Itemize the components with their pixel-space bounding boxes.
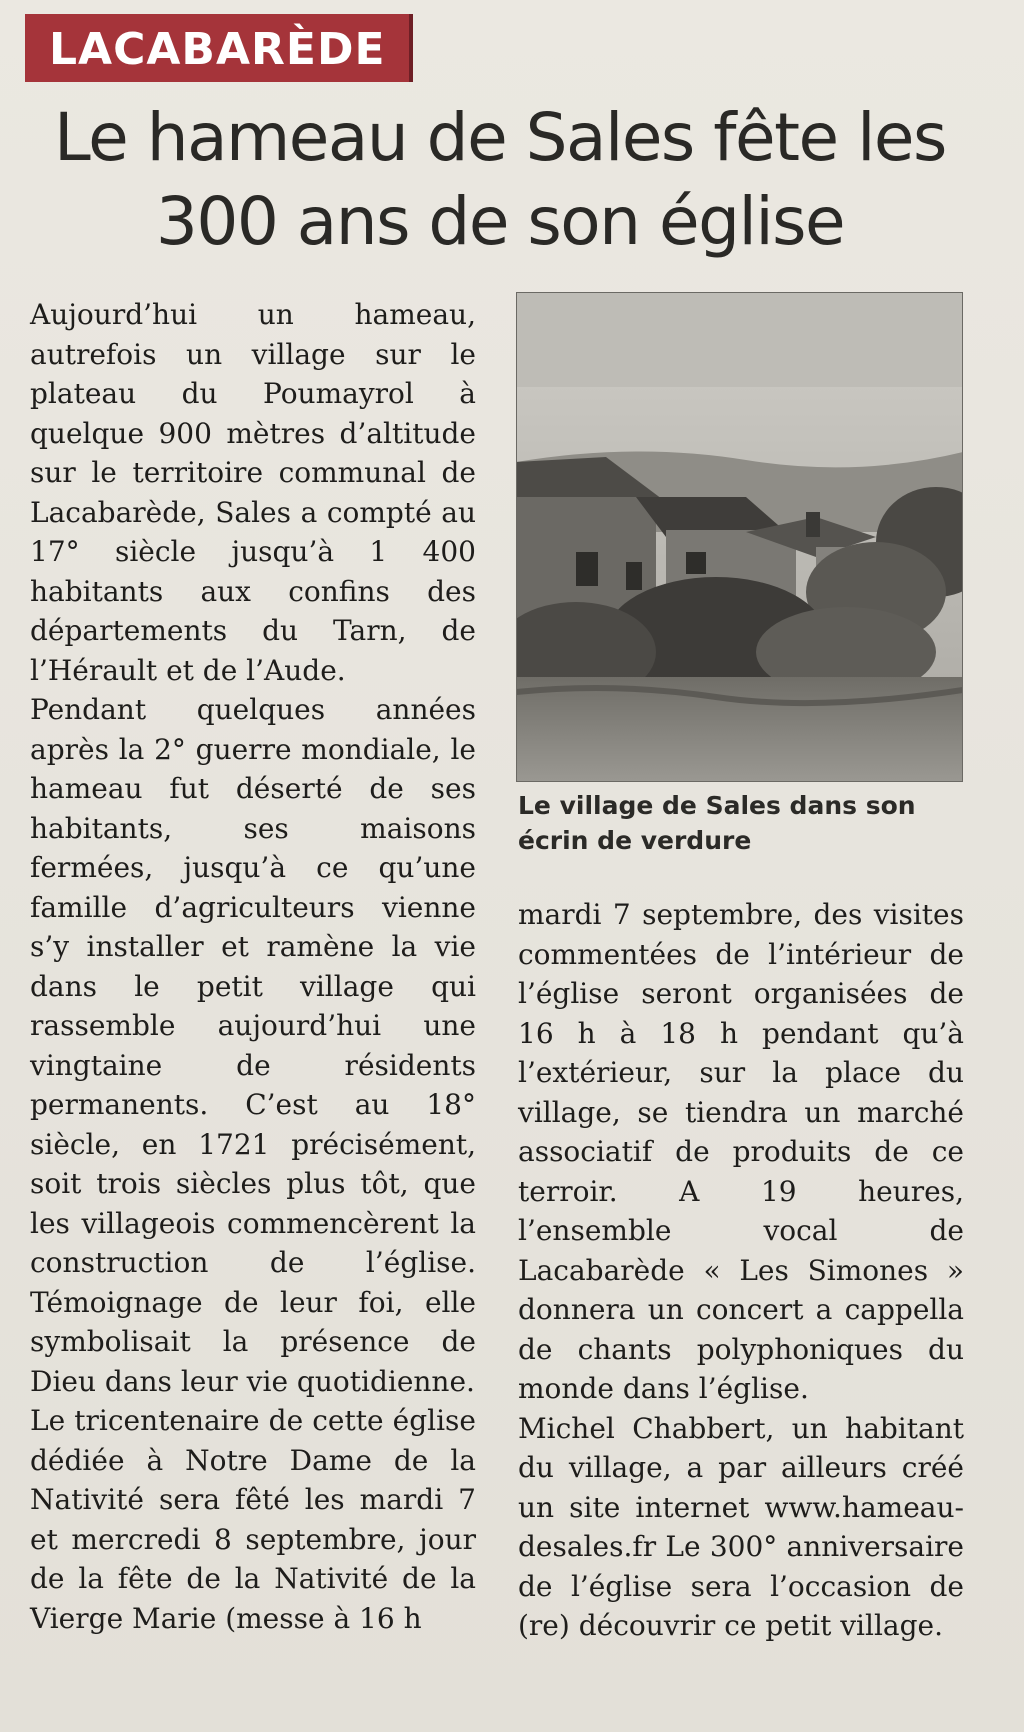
paragraph: Le tricentenaire de cette église dédiée à Notre Dame de la Nativité sera fêté les mardi 7 et mercredi 8 septembre, jour de la fête de la Nativité de la Vierge Marie (messe à 16 h xyxy=(30,1404,476,1635)
article-column-right xyxy=(518,895,964,1646)
paragraph: Aujourd’hui un hameau, autrefois un village sur le plateau du Poumayrol à quelque 900 mètres d’altitude sur le territoire communal de Lacabarède, Sales a compté au 17° siècle jusqu’à 1 400 habitants aux confins des départements du Tarn, de l’Hérault et de l’Aude. xyxy=(30,298,476,687)
kicker-label: LACABARÈDE xyxy=(49,24,386,75)
article-column-left xyxy=(30,295,476,1638)
paragraph: Michel Chabbert, un habitant du village, a par ailleurs créé un site internet www.hameau-desales.fr Le 300° anniversaire de l’église sera l’occasion de (re) découvrir ce petit village. xyxy=(518,1411,964,1642)
paragraph: Pendant quelques années après la 2° guerre mondiale, le hameau fut déserté de ses habitants, ses maisons fermées, jusqu’à ce qu’une famille d’agriculteurs vienne s’y installer et ramène la vie dans le petit village qui rassemble aujourd’hui une vingtaine de résidents permanents. C’est au 18° siècle, en 1721 précisément, soit trois siècles plus tôt, que les villageois commencèrent la construction de l’église. Témoignage de leur foi, elle symbolisait la présence de Dieu dans leur vie quotidienne. xyxy=(30,693,476,1398)
article-headline: Le hameau de Sales fête les 300 ans de son église xyxy=(54,99,946,260)
village-photo xyxy=(516,292,963,782)
photo-caption: Le village de Sales dans son écrin de verdure xyxy=(518,791,916,855)
paragraph: mardi 7 septembre, des visites commentées de l’intérieur de l’église seront organisées de 16 h à 18 h pendant qu’à l’extérieur, sur la place du village, se tiendra un marché associatif de produits de ce terroir. A 19 heures, l’ensemble vocal de Lacabarède « Les Simones » donnera un concert a cappella de chants polyphoniques du monde dans l’église. xyxy=(518,898,964,1405)
section-kicker xyxy=(25,14,413,82)
village-photo-illustration xyxy=(516,292,963,782)
